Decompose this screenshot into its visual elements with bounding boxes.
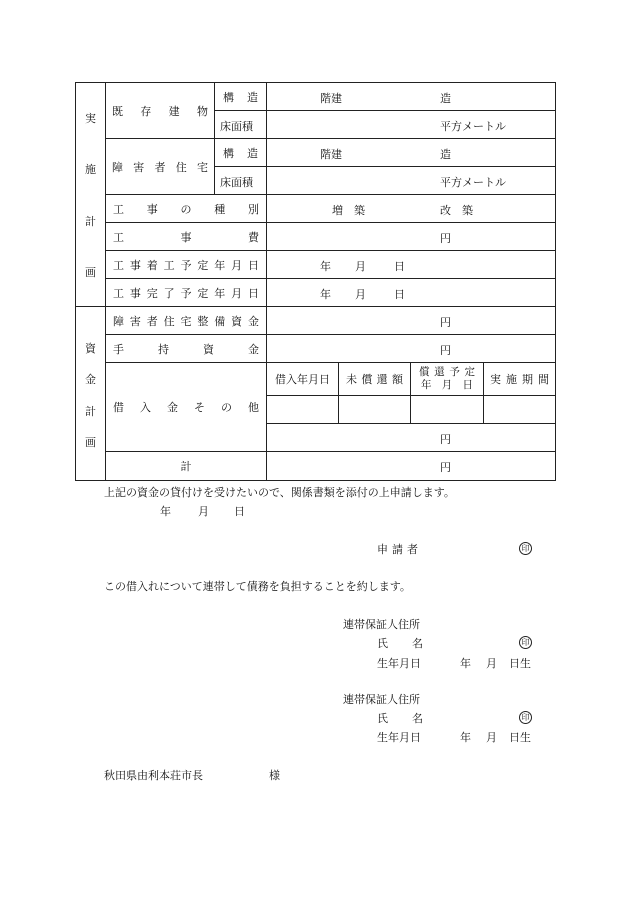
- col-repay-date: [411, 363, 483, 395]
- housing-structure-suffix: 造: [440, 148, 451, 161]
- addressee-honorific: 様: [269, 769, 280, 782]
- char: 金: [248, 342, 259, 356]
- char: 別: [248, 202, 259, 216]
- char: 年: [214, 286, 226, 300]
- char: 工: [163, 258, 175, 272]
- char: 費: [248, 230, 259, 244]
- work-cost-label: [106, 223, 266, 250]
- char: 工: [113, 202, 124, 216]
- row-line: [266, 395, 556, 396]
- char: 施: [506, 373, 517, 386]
- char: 画: [85, 265, 96, 279]
- char: 住: [163, 314, 175, 328]
- guarantor2-address-label: 連帯保証人住所: [343, 693, 420, 706]
- guarantor2-birth-month: 月: [486, 731, 497, 744]
- char: 物: [196, 104, 208, 118]
- char: 予: [180, 286, 192, 300]
- char: 月: [441, 379, 453, 391]
- start-date-month: 月: [355, 260, 366, 273]
- char: 施: [85, 163, 96, 177]
- char: 者: [146, 314, 158, 328]
- housing-floor-area-label: 床面積: [220, 176, 253, 189]
- char: 事: [146, 202, 158, 216]
- char: 手: [113, 342, 124, 356]
- existing-area-unit: 平方メートル: [440, 120, 506, 133]
- char: 未: [346, 373, 357, 386]
- char: 宅: [197, 160, 208, 174]
- char: 定: [197, 286, 209, 300]
- repay-line1: [419, 366, 475, 379]
- char: の: [221, 401, 232, 414]
- char: 画: [85, 435, 96, 449]
- housing-floors: 階建: [320, 148, 342, 161]
- existing-building-label: [106, 83, 214, 138]
- char: 還: [434, 366, 445, 378]
- application-date-month: 月: [198, 505, 209, 518]
- char: 整: [197, 314, 209, 328]
- table-border-bottom: [75, 480, 556, 481]
- housing-fund-label: [106, 307, 266, 334]
- fund-section-label: [76, 340, 105, 450]
- char: 請: [392, 543, 403, 556]
- char: 計: [85, 214, 96, 228]
- char: 間: [538, 373, 549, 386]
- char: 種: [214, 202, 226, 216]
- existing-floors: 階建: [320, 92, 342, 105]
- char: 日: [462, 379, 473, 391]
- guarantor1-birth-label: 生年月日: [377, 657, 421, 670]
- char: 工: [113, 258, 124, 272]
- char: 建: [168, 104, 180, 118]
- own-fund-label: [106, 335, 266, 362]
- application-date-year: 年: [160, 505, 171, 518]
- work-type-extension: 増 築: [332, 204, 365, 217]
- char: 障: [113, 314, 124, 328]
- row-line: [266, 423, 556, 424]
- total-unit: 円: [440, 461, 451, 474]
- char: 障: [112, 160, 123, 174]
- char: 年: [421, 379, 432, 391]
- char: 工: [113, 286, 124, 300]
- guarantor1-birth-day: 日生: [509, 657, 531, 670]
- char: 構: [223, 146, 234, 160]
- char: 事: [129, 258, 141, 272]
- char: 完: [146, 286, 158, 300]
- row-line: [214, 166, 556, 167]
- work-type-label: [106, 195, 266, 222]
- guarantor2-birth-day: 日生: [509, 731, 531, 744]
- char: 月: [231, 286, 243, 300]
- char: 申: [377, 543, 388, 556]
- char: 持: [158, 342, 169, 356]
- char: 資: [231, 314, 243, 328]
- char: 予: [180, 258, 192, 272]
- char: 実: [490, 373, 501, 386]
- char: 償: [361, 373, 373, 386]
- col-period: [484, 363, 555, 395]
- char: 者: [154, 160, 166, 174]
- char: 害: [129, 314, 141, 328]
- application-date-day: 日: [234, 505, 245, 518]
- col-unredeemed: [339, 363, 410, 395]
- char: 備: [214, 314, 226, 328]
- char: 造: [247, 90, 258, 104]
- guarantor1-name-label-2: 名: [412, 637, 423, 650]
- char: 工: [113, 230, 124, 244]
- guarantor1-birth-year: 年: [460, 657, 471, 670]
- guarantor2-name-label-2: 名: [412, 712, 423, 725]
- start-date-year: 年: [320, 260, 331, 273]
- char: 金: [167, 401, 178, 414]
- existing-structure-suffix: 造: [440, 92, 451, 105]
- char: 実: [85, 112, 96, 125]
- total-label: 計: [180, 460, 192, 473]
- disabled-housing-label: [106, 139, 214, 194]
- char: 償: [419, 366, 430, 378]
- char: 資: [85, 342, 96, 355]
- borrowing-label: [106, 363, 266, 451]
- end-date-label: [106, 279, 266, 306]
- char: 造: [247, 146, 258, 160]
- seal-mark: 印: [519, 636, 532, 649]
- char: の: [180, 202, 192, 216]
- applicant-label: [377, 541, 418, 557]
- seal-mark: 印: [519, 542, 532, 555]
- char: 金: [248, 314, 259, 328]
- char: 資: [203, 342, 214, 356]
- char: 期: [522, 373, 533, 386]
- char: 存: [140, 104, 152, 118]
- label-value-divider: [266, 82, 267, 481]
- work-type-renovation: 改 築: [440, 204, 473, 217]
- char: 月: [231, 258, 243, 272]
- guarantor2-birth-label: 生年月日: [377, 731, 421, 744]
- char: 定: [197, 258, 209, 272]
- char: 還: [376, 373, 388, 386]
- char: 日: [248, 286, 259, 300]
- applicant-seal: [519, 541, 532, 555]
- char: 金: [85, 373, 96, 387]
- end-date-month: 月: [355, 288, 366, 301]
- char: 借: [113, 401, 124, 414]
- guarantor1-address-label: 連帯保証人住所: [343, 618, 420, 631]
- plan-section-label: [76, 110, 105, 280]
- char: 他: [248, 401, 259, 414]
- guarantor1-seal: [519, 635, 532, 649]
- existing-floor-area-label: 床面積: [220, 120, 253, 133]
- own-fund-unit: 円: [440, 344, 451, 357]
- char: 予: [449, 366, 460, 378]
- end-date-year: 年: [320, 288, 331, 301]
- guarantor2-name-label-1: 氏: [377, 712, 388, 725]
- char: 了: [163, 286, 175, 300]
- char: 構: [223, 90, 234, 104]
- housing-structure-label: [215, 139, 266, 166]
- col-borrow-date: 借入年月日: [275, 373, 330, 386]
- table-border-right: [555, 82, 556, 481]
- char: 年: [214, 258, 226, 272]
- work-cost-unit: 円: [440, 232, 451, 245]
- char: 日: [248, 258, 259, 272]
- addressee-name: 秋田県由利本荘市長: [104, 769, 203, 782]
- char: 住: [175, 160, 187, 174]
- char: 事: [180, 230, 192, 244]
- repay-line2: [421, 379, 473, 392]
- char: 者: [407, 543, 418, 556]
- start-date-day: 日: [394, 260, 405, 273]
- char: 事: [129, 286, 141, 300]
- char: そ: [194, 401, 205, 414]
- char: 入: [140, 401, 151, 414]
- guarantor2-seal: [519, 710, 532, 724]
- char: 宅: [180, 314, 192, 328]
- start-date-label: [106, 251, 266, 278]
- char: 額: [391, 373, 403, 386]
- guarantor1-name-label-1: 氏: [377, 637, 388, 650]
- char: 定: [464, 366, 475, 378]
- guarantor2-birth-year: 年: [460, 731, 471, 744]
- housing-area-unit: 平方メートル: [440, 176, 506, 189]
- char: 害: [133, 160, 145, 174]
- application-text: 上記の資金の貸付けを受けたいので、関係書類を添付の上申請します。: [104, 486, 455, 499]
- char: 計: [85, 404, 96, 418]
- char: 既: [112, 104, 123, 118]
- guarantee-text: この借入れについて連帯して債務を負担することを約します。: [104, 580, 411, 593]
- existing-structure-label: [215, 83, 266, 110]
- end-date-day: 日: [394, 288, 405, 301]
- guarantor1-birth-month: 月: [486, 657, 497, 670]
- char: 着: [146, 258, 158, 272]
- borrowing-unit: 円: [440, 433, 451, 446]
- row-line: [214, 110, 556, 111]
- seal-mark: 印: [519, 711, 532, 724]
- housing-fund-unit: 円: [440, 316, 451, 329]
